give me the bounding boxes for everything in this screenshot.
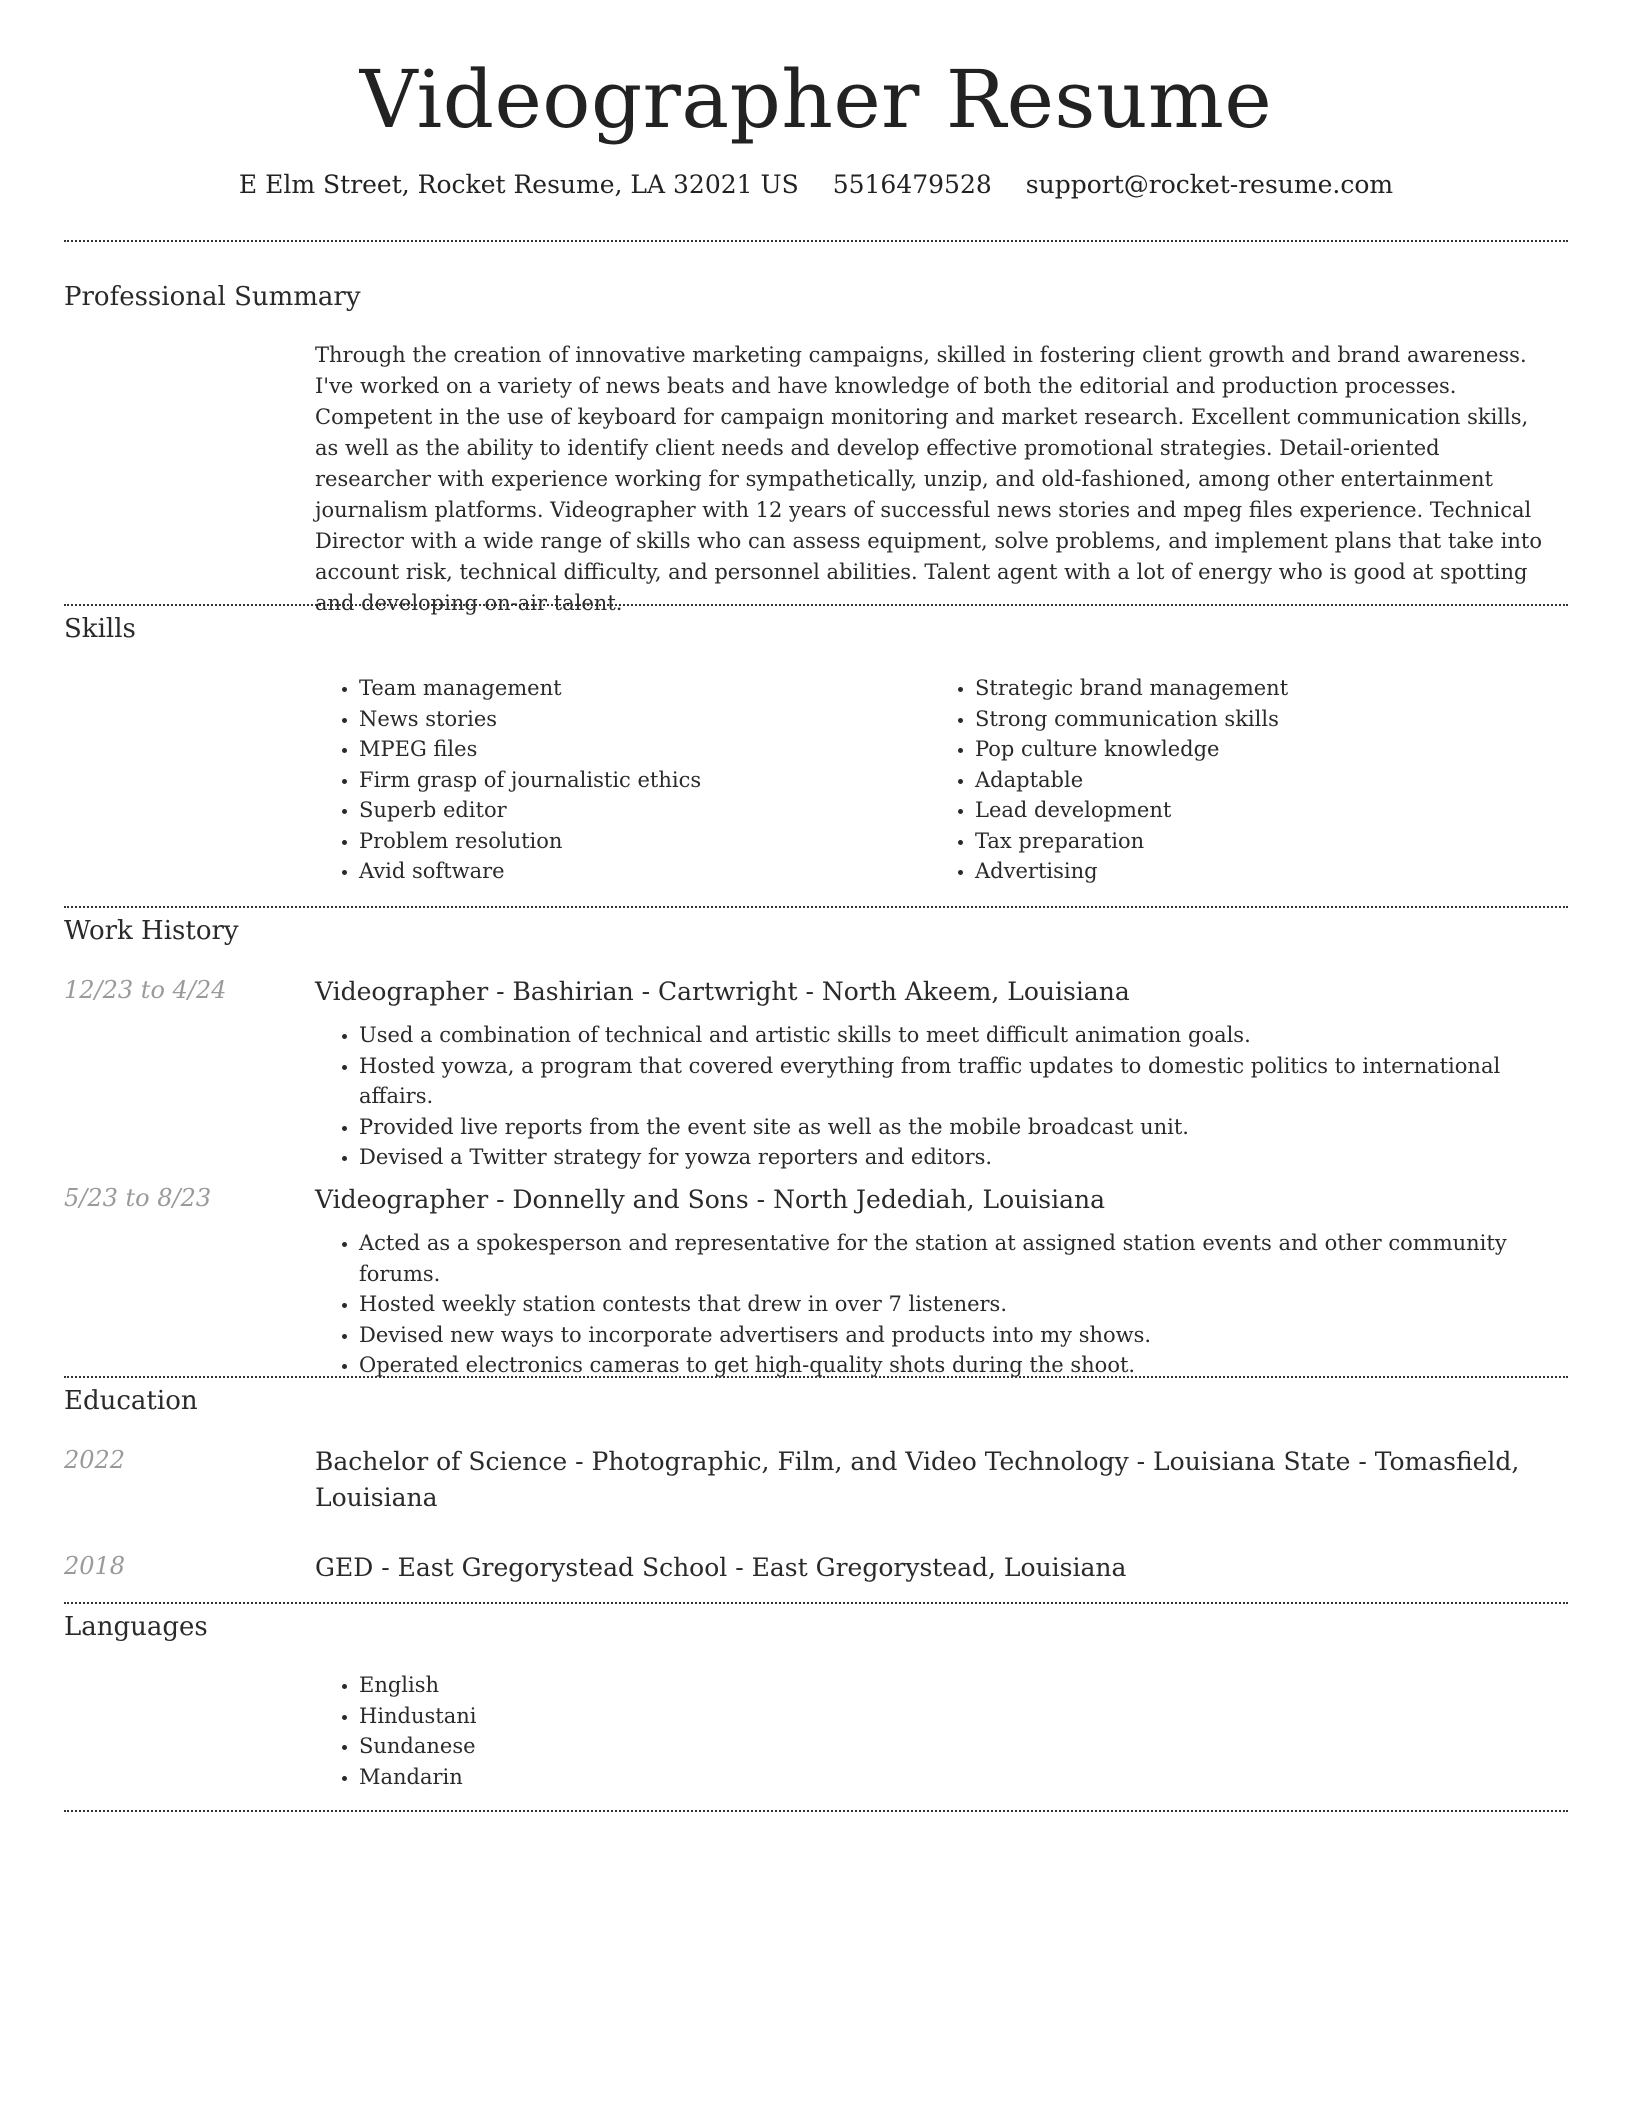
job-dates: 5/23 to 8/23 [64, 1184, 212, 1212]
education-entry [315, 1444, 1568, 1516]
education-heading: Education [64, 1386, 198, 1416]
skill-item: • Advertising [975, 856, 1547, 887]
skill-item: • MPEG files [359, 734, 931, 765]
skill-item: • Strategic brand management [975, 673, 1547, 704]
job-entry [315, 1182, 1568, 1381]
section-divider [64, 240, 1568, 242]
resume-page [64, 0, 1568, 1789]
skills-heading: Skills [64, 614, 136, 644]
languages-bullets [315, 1670, 1568, 1792]
skill-item: • Adaptable [975, 765, 1547, 796]
skill-item: • Strong communication skills [975, 704, 1547, 735]
job-dates: 12/23 to 4/24 [64, 976, 227, 1004]
job-bullet: • Hosted yowza, a program that covered everything from traffic updates to domestic politics to international affairs. [359, 1051, 1568, 1112]
skills-column-right [931, 673, 1547, 887]
job-bullet: • Provided live reports from the event site as well as the mobile broadcast unit. [359, 1112, 1568, 1143]
skill-item: • Firm grasp of journalistic ethics [359, 765, 931, 796]
skill-item: • Superb editor [359, 795, 931, 826]
language-item: • Sundanese [359, 1731, 1568, 1762]
job-bullets [315, 1020, 1568, 1173]
section-divider [64, 1376, 1568, 1378]
job-bullet: • Used a combination of technical and artistic skills to meet difficult animation goals. [359, 1020, 1568, 1051]
skill-item: • Problem resolution [359, 826, 931, 857]
skill-item: • Tax preparation [975, 826, 1547, 857]
section-divider [64, 1602, 1568, 1604]
skills-column-left [315, 673, 931, 887]
skill-item: • News stories [359, 704, 931, 735]
education-title: Bachelor of Science - Photographic, Film, and Video Technology - Louisiana State - Tomasfield, Louisiana [315, 1447, 1520, 1512]
summary-text: Through the creation of innovative marketing campaigns, skilled in fostering client growth and brand awareness. I've worked on a variety of news beats and have knowledge of both the editorial and production processes. Competent in the use of keyboard for campaign monitoring and market research. Excellent communication skills, as well as the ability to identify client needs and develop effective promotional strategies. Detail-oriented researcher with experience working for sympathetically, unzip, and old-fashioned, among other entertainment journalism platforms. Videographer with 12 years of successful news stories and mpeg files experience. Technical Director with a wide range of skills who can assess equipment, solve problems, and implement plans that take into account risk, technical difficulty, and personnel abilities. Talent agent with a lot of energy who is good at spotting and developing on-air talent. [315, 343, 1542, 615]
job-bullets [315, 1228, 1568, 1381]
education-year: 2018 [64, 1552, 126, 1580]
contact-address: E Elm Street, Rocket Resume, LA 32021 US [238, 170, 799, 199]
resume-name: Videographer Resume [359, 53, 1273, 146]
language-item: • English [359, 1670, 1568, 1701]
skill-item: • Avid software [359, 856, 931, 887]
work-heading: Work History [64, 916, 239, 946]
language-item: • Mandarin [359, 1762, 1568, 1793]
contact-line [64, 170, 1568, 199]
skills-list [315, 673, 1568, 887]
section-divider [64, 1810, 1568, 1812]
education-entry [315, 1550, 1568, 1586]
languages-list [315, 1670, 1568, 1792]
languages-heading: Languages [64, 1612, 208, 1642]
job-bullet: • Devised a Twitter strategy for yowza reporters and editors. [359, 1142, 1568, 1173]
skill-item: • Pop culture knowledge [975, 734, 1547, 765]
contact-phone: 5516479528 [832, 170, 992, 199]
contact-email: support@rocket-resume.com [1025, 170, 1394, 199]
language-item: • Hindustani [359, 1701, 1568, 1732]
job-bullet: • Hosted weekly station contests that drew in over 7 listeners. [359, 1289, 1568, 1320]
section-divider [64, 906, 1568, 908]
job-bullet: • Devised new ways to incorporate advertisers and products into my shows. [359, 1320, 1568, 1351]
skill-item: • Lead development [975, 795, 1547, 826]
education-title: GED - East Gregorystead School - East Gregorystead, Louisiana [315, 1553, 1127, 1582]
education-year: 2022 [64, 1446, 126, 1474]
section-divider [64, 604, 1568, 606]
job-bullet: • Acted as a spokesperson and representative for the station at assigned station events and other community forums. [359, 1228, 1568, 1289]
skill-item: • Team management [359, 673, 931, 704]
job-bullet: • Operated electronics cameras to get high-quality shots during the shoot. [359, 1350, 1568, 1381]
job-entry [315, 974, 1568, 1173]
summary-heading: Professional Summary [64, 282, 361, 312]
summary-content [315, 340, 1568, 619]
job-title: Videographer - Donnelly and Sons - North Jedediah, Louisiana [315, 1185, 1106, 1214]
job-title: Videographer - Bashirian - Cartwright - North Akeem, Louisiana [315, 977, 1130, 1006]
